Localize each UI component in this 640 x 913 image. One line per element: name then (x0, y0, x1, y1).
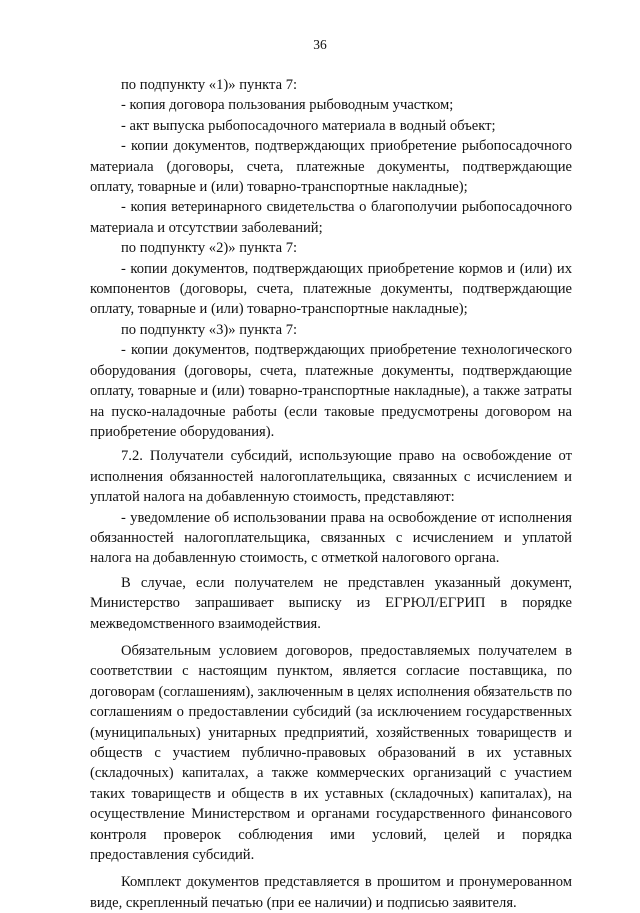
paragraph: Обязательным условием договоров, предоставляемых получателем в соответствии с настоящим пунктом, является согласие поставщика, по договорам (соглашениям), заключенным в целях исполнения обязательств по соглашениям о предоставлении субсидий (за исключением государственных (муниципальных) унитарных предприятий, хозяйственных товариществ и обществ с участием публично-правовых образований в их уставных (складочных) капиталах, а также коммерческих организаций с участием таких товариществ и обществ в их уставных (складочных) капиталах), на осуществление Министерством и органами государственного финансового контроля проверок соблюдения ими условий, целей и порядка предоставления субсидий. (90, 642, 572, 864)
paragraph: Комплект документов представляется в прошитом и пронумерованном виде, скрепленный печатью (при ее наличии) и подписью заявителя. (90, 874, 572, 911)
subitem-1-heading: по подпункту «1)» пункта 7: (121, 77, 298, 93)
subitem-2-heading: по подпункту «2)» пункта 7: (121, 240, 298, 257)
list-item: - акт выпуска рыбопосадочного материала в водный объект; (121, 117, 496, 134)
clause-7-2: 7.2. Получатели субсидий, использующие право на освобождение от исполнения обязанностей налогоплательщика, связанных с исчислением и уплатой налога на добавленную стоимость, представляют: (90, 448, 572, 506)
list-item: - копия договора пользования рыбоводным участком; (121, 97, 454, 114)
page-number: 36 (313, 37, 327, 52)
paragraph: В случае, если получателем не представлен указанный документ, Министерство запрашивает выписку из ЕГРЮЛ/ЕГРИП в порядке межведомственного взаимодействия. (90, 574, 572, 632)
list-item: - копии документов, подтверждающих приобретение технологического оборудования (договоры, счета, платежные документы, подтверждающие оплату, товарные и (или) товарно-транспортные накладные), а также затраты на пуско-наладочные работы (если таковые предусмотрены договором на приобретение оборудования). (90, 342, 572, 440)
subitem-3-heading: по подпункту «3)» пункта 7: (121, 321, 298, 338)
list-item: - копии документов, подтверждающих приобретение кормов и (или) их компонентов (договоры, счета, платежные документы, подтверждающие оплату, товарные и (или) товарно-транспортные накладные); (90, 260, 572, 318)
list-item: - уведомление об использовании права на освобождение от исполнения обязанностей налогоплательщика, связанных с исчислением и уплатой налога на добавленную стоимость, с отметкой налогового органа. (90, 509, 572, 567)
document-body (90, 75, 572, 913)
list-item: - копии документов, подтверждающих приобретение рыбопосадочного материала (договоры, счета, платежные документы, подтверждающие оплату, товарные и (или) товарно-транспортные накладные); (90, 138, 572, 196)
list-item: - копия ветеринарного свидетельства о благополучии рыбопосадочного материала и отсутствии заболеваний; (90, 199, 572, 236)
